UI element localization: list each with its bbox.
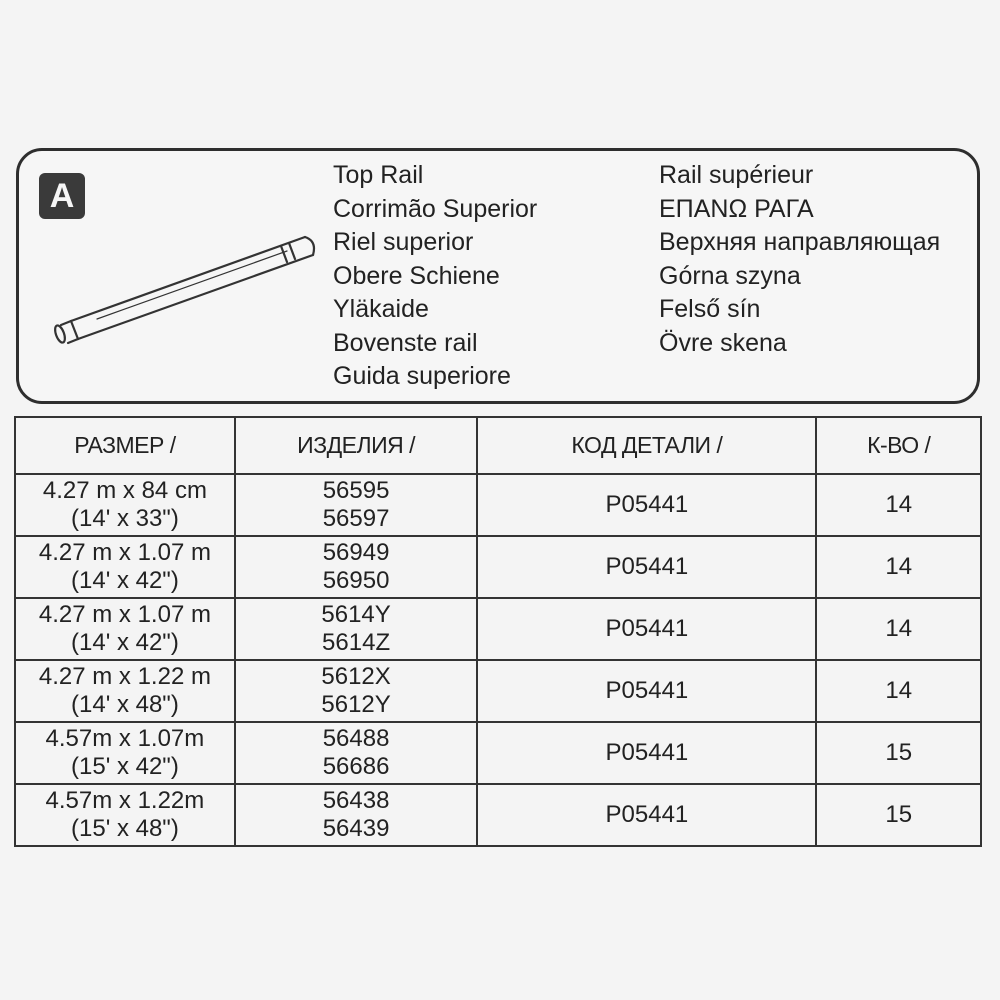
table-header-row — [15, 417, 981, 474]
size-metric: 4.27 m x 1.07 m — [38, 539, 211, 566]
part-name-hu: Felső sín — [659, 295, 761, 323]
header-part-code: КОД ДЕТАЛИ / — [477, 417, 816, 474]
part-name-sv: Övre skena — [659, 328, 787, 357]
table-row — [15, 474, 981, 536]
size-cell — [15, 784, 235, 846]
model-number: 56595 — [322, 477, 390, 504]
header-quantity: К-ВО / — [816, 417, 981, 474]
model-cell — [235, 784, 478, 846]
part-name-it: Guida superiore — [333, 362, 511, 390]
table-row — [15, 598, 981, 660]
size-cell — [15, 722, 235, 784]
part-name-fi: Yläkaide — [333, 295, 429, 323]
model-number: 56949 — [322, 539, 390, 566]
model-number: 5614Y — [321, 601, 391, 628]
part-name-nl: Bovenste rail — [333, 328, 478, 357]
size-metric: 4.27 m x 1.07 m — [38, 601, 211, 628]
part-name-fr: Rail supérieur — [659, 161, 814, 189]
size-cell — [15, 536, 235, 598]
size-imperial: (14' x 48") — [71, 691, 179, 718]
model-cell — [235, 536, 478, 598]
model-number: 56597 — [322, 505, 390, 532]
model-number: 5612Y — [321, 691, 391, 718]
size-imperial: (14' x 33") — [71, 505, 179, 532]
table-row — [15, 660, 981, 722]
part-name-el: ΕΠΑΝΩ ΡΑΓΑ — [659, 194, 814, 223]
size-imperial: (15' x 48") — [71, 815, 179, 842]
part-letter-badge: A — [39, 173, 85, 219]
model-number: 5612X — [321, 663, 391, 690]
model-cell — [235, 598, 478, 660]
model-number: 56686 — [322, 753, 390, 780]
part-code-cell: P05441 — [477, 536, 816, 598]
quantity-cell: 14 — [816, 474, 981, 536]
part-name-ru: Верхняя направляющая — [659, 228, 941, 256]
size-imperial: (14' x 42") — [71, 567, 179, 594]
part-code-cell: P05441 — [477, 784, 816, 846]
quantity-cell: 15 — [816, 784, 981, 846]
quantity-cell: 14 — [816, 598, 981, 660]
size-metric: 4.57m x 1.22m — [45, 787, 205, 814]
header-size: РАЗМЕР / — [15, 417, 235, 474]
model-number: 5614Z — [322, 629, 391, 656]
model-number: 56488 — [322, 725, 390, 752]
model-cell — [235, 722, 478, 784]
quantity-cell: 14 — [816, 536, 981, 598]
parts-table — [14, 416, 982, 847]
part-names-column-1 — [333, 159, 537, 394]
model-cell — [235, 660, 478, 722]
size-cell — [15, 474, 235, 536]
size-metric: 4.27 m x 84 cm — [42, 477, 207, 504]
size-cell — [15, 660, 235, 722]
quantity-cell: 15 — [816, 722, 981, 784]
size-cell — [15, 598, 235, 660]
part-name-pt: Corrimão Superior — [333, 194, 538, 223]
part-name-en: Top Rail — [333, 161, 424, 189]
part-code-cell: P05441 — [477, 722, 816, 784]
model-number: 56439 — [322, 815, 390, 842]
header-model: ИЗДЕЛИЯ / — [235, 417, 478, 474]
table-row — [15, 536, 981, 598]
part-name-pl: Górna szyna — [659, 261, 801, 290]
model-cell — [235, 474, 478, 536]
size-metric: 4.57m x 1.07m — [45, 725, 205, 752]
size-imperial: (14' x 42") — [71, 629, 179, 656]
model-number: 56950 — [322, 567, 390, 594]
table-row — [15, 784, 981, 846]
top-rail-illustration — [37, 223, 327, 353]
quantity-cell: 14 — [816, 660, 981, 722]
part-name-de: Obere Schiene — [333, 261, 500, 290]
part-code-cell: P05441 — [477, 474, 816, 536]
size-metric: 4.27 m x 1.22 m — [38, 663, 211, 690]
model-number: 56438 — [322, 787, 390, 814]
part-code-cell: P05441 — [477, 660, 816, 722]
part-panel — [16, 148, 980, 404]
part-names-column-2 — [659, 159, 940, 360]
table-row — [15, 722, 981, 784]
size-imperial: (15' x 42") — [71, 753, 179, 780]
part-code-cell: P05441 — [477, 598, 816, 660]
part-name-es: Riel superior — [333, 228, 474, 256]
